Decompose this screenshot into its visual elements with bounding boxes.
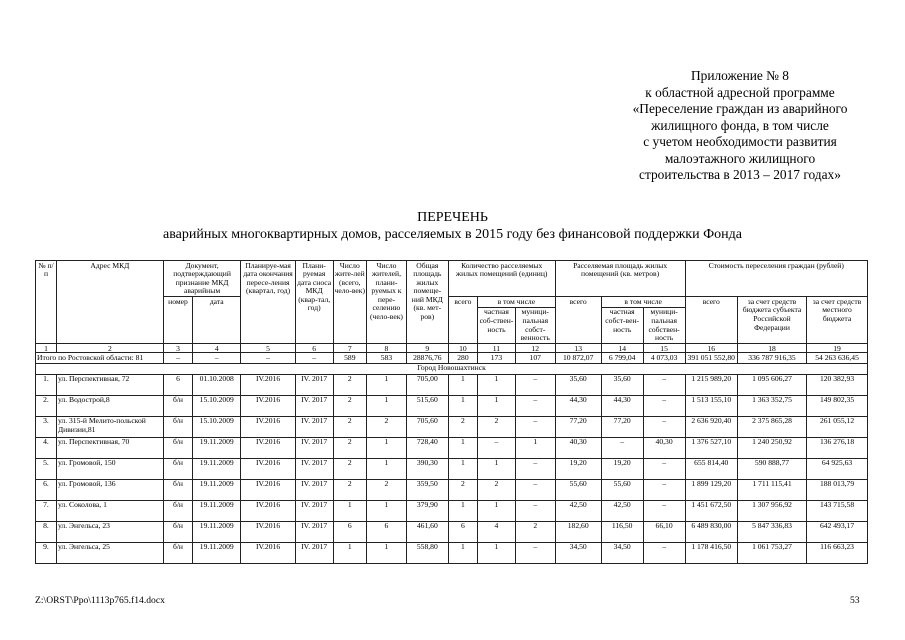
row-planned-demolish: IV. 2017: [295, 458, 333, 479]
row-count: 2: [448, 479, 477, 500]
header-count-including: в том числе: [478, 297, 556, 308]
row-cost-region: 1 240 250,92: [737, 437, 806, 458]
row-residents-plan: 1: [367, 395, 407, 416]
table-row: [36, 500, 868, 521]
row-count-private: –: [478, 437, 516, 458]
row-area-total: 77,20: [555, 416, 601, 437]
row-area-private: 55,60: [601, 479, 643, 500]
row-area-total: 42,50: [555, 500, 601, 521]
row-planned-demolish: IV. 2017: [295, 500, 333, 521]
col-num-7: 7: [333, 344, 367, 353]
row-cost-local: 143 715,58: [807, 500, 868, 521]
row-address: ул. Перспективная, 72: [56, 374, 163, 395]
row-address: ул. 315-й Мелито-польской Дивизии,81: [56, 416, 163, 437]
total-area-private: 6 799,04: [601, 353, 643, 364]
row-area-municipal: –: [643, 458, 685, 479]
row-area-total: 182,60: [555, 521, 601, 542]
row-residents-plan: 1: [367, 458, 407, 479]
row-count-municipal: 2: [515, 521, 555, 542]
row-cost-region: 590 888,77: [737, 458, 806, 479]
row-area-municipal: –: [643, 416, 685, 437]
row-residents-plan: 1: [367, 500, 407, 521]
appendix-line: с учетом необходимости развития: [643, 134, 837, 149]
row-address: ул. Энгельса, 23: [56, 521, 163, 542]
header-planned-demolish: Плани-руемая дата сноса МКД (квар-тал, год): [295, 261, 333, 344]
row-area: 461,60: [406, 521, 448, 542]
total-area: 28876,76: [406, 353, 448, 364]
row-planned-end: IV.2016: [241, 374, 295, 395]
row-area: 705,60: [406, 416, 448, 437]
row-cost-total: 1 513 155,10: [685, 395, 737, 416]
row-num: 3.: [36, 416, 57, 437]
row-doc-date: 19.11.2009: [193, 437, 241, 458]
header-planned-end: Планируе-мая дата окончания пересе-ления (квартал, год): [241, 261, 295, 344]
row-num: 1.: [36, 374, 57, 395]
table-row: [36, 395, 868, 416]
header-address: Адрес МКД: [56, 261, 163, 344]
row-num: 6.: [36, 479, 57, 500]
row-count-private: 2: [478, 416, 516, 437]
row-cost-local: 642 493,17: [807, 521, 868, 542]
row-cost-total: 1 376 527,10: [685, 437, 737, 458]
row-count: 1: [448, 437, 477, 458]
row-residents: 2: [333, 437, 367, 458]
row-cost-local: 261 055,12: [807, 416, 868, 437]
row-doc-number: б/н: [163, 479, 192, 500]
row-count: 1: [448, 542, 477, 563]
row-doc-date: 19.11.2009: [193, 521, 241, 542]
table-row: [36, 416, 868, 437]
row-doc-date: 19.11.2009: [193, 479, 241, 500]
row-cost-region: 1 711 115,41: [737, 479, 806, 500]
row-cost-region: 5 847 336,83: [737, 521, 806, 542]
row-count-private: 1: [478, 542, 516, 563]
row-residents: 1: [333, 500, 367, 521]
header-area-including: в том числе: [601, 297, 685, 308]
appendix-line: Приложение № 8: [690, 68, 790, 83]
row-doc-number: 6: [163, 374, 192, 395]
title-line-2: аварийных многоквартирных домов, расселяемых в 2015 году без финансовой поддержки Фонда: [163, 227, 742, 242]
row-residents: 2: [333, 395, 367, 416]
row-area-private: 34,50: [601, 542, 643, 563]
row-address: ул. Энгельса, 25: [56, 542, 163, 563]
row-area: 359,50: [406, 479, 448, 500]
city-row: [36, 363, 868, 374]
row-planned-end: IV.2016: [241, 542, 295, 563]
row-planned-end: IV.2016: [241, 500, 295, 521]
row-area-private: 19,20: [601, 458, 643, 479]
header-cost-local: за счет средств местного бюджета: [807, 297, 868, 344]
row-count-private: 1: [478, 374, 516, 395]
row-count-municipal: –: [515, 542, 555, 563]
row-cost-local: 149 802,35: [807, 395, 868, 416]
row-planned-demolish: IV. 2017: [295, 374, 333, 395]
row-doc-date: 15.10.2009: [193, 416, 241, 437]
row-area-total: 55,60: [555, 479, 601, 500]
row-planned-demolish: IV. 2017: [295, 479, 333, 500]
row-area-municipal: 66,10: [643, 521, 685, 542]
col-num-15: 15: [643, 344, 685, 353]
row-doc-date: 19.11.2009: [193, 542, 241, 563]
header-area-municipal: муници-пальная собствен-ность: [643, 307, 685, 343]
row-count: 1: [448, 458, 477, 479]
row-residents-plan: 1: [367, 374, 407, 395]
header-area-private: частная собст-вен-ность: [601, 307, 643, 343]
total-count-private: 173: [478, 353, 516, 364]
row-area: 558,80: [406, 542, 448, 563]
row-area-municipal: –: [643, 542, 685, 563]
table-row: [36, 542, 868, 563]
header-num: № п/п: [36, 261, 57, 344]
total-doc-date: –: [193, 353, 241, 364]
row-doc-number: б/н: [163, 500, 192, 521]
row-area-total: 34,50: [555, 542, 601, 563]
file-path: Z:\ORST\Ppo\1113p765.f14.docx: [35, 595, 165, 606]
row-cost-local: 188 013,79: [807, 479, 868, 500]
column-number-row: [36, 344, 868, 353]
row-planned-demolish: IV. 2017: [295, 416, 333, 437]
header-count-total: всего: [448, 297, 477, 344]
row-num: 9.: [36, 542, 57, 563]
row-planned-end: IV.2016: [241, 416, 295, 437]
row-area-total: 40,30: [555, 437, 601, 458]
row-area-private: –: [601, 437, 643, 458]
row-cost-region: 1 061 753,27: [737, 542, 806, 563]
row-residents: 2: [333, 479, 367, 500]
row-area-municipal: –: [643, 500, 685, 521]
city-name: Город Новошахтинск: [36, 363, 868, 374]
row-cost-region: 2 375 865,28: [737, 416, 806, 437]
row-doc-number: б/н: [163, 416, 192, 437]
emergency-houses-table: [35, 260, 868, 564]
row-doc-number: б/н: [163, 521, 192, 542]
row-cost-local: 116 663,23: [807, 542, 868, 563]
col-num-10: 10: [448, 344, 477, 353]
total-area-municipal: 4 073,03: [643, 353, 685, 364]
title-line-1: ПЕРЕЧЕНЬ: [417, 210, 488, 225]
row-count-private: 4: [478, 521, 516, 542]
col-num-3: 3: [163, 344, 192, 353]
col-num-4: 4: [193, 344, 241, 353]
total-row: [36, 353, 868, 364]
total-count: 280: [448, 353, 477, 364]
row-count: 2: [448, 416, 477, 437]
row-num: 4.: [36, 437, 57, 458]
row-count: 1: [448, 395, 477, 416]
row-area-total: 35,60: [555, 374, 601, 395]
col-num-9: 9: [406, 344, 448, 353]
total-count-municipal: 107: [515, 353, 555, 364]
row-count-municipal: –: [515, 500, 555, 521]
row-planned-demolish: IV. 2017: [295, 521, 333, 542]
col-num-2: 2: [56, 344, 163, 353]
row-address: ул. Громовой, 136: [56, 479, 163, 500]
row-address: ул. Перспективная, 70: [56, 437, 163, 458]
row-doc-number: б/н: [163, 395, 192, 416]
header-residents-plan: Число жителей, плани-руемых к пере-селению (чело-век): [367, 261, 407, 344]
row-area-private: 77,20: [601, 416, 643, 437]
total-doc-number: –: [163, 353, 192, 364]
row-cost-total: 2 636 920,40: [685, 416, 737, 437]
total-residents-plan: 583: [367, 353, 407, 364]
row-num: 8.: [36, 521, 57, 542]
row-doc-date: 19.11.2009: [193, 458, 241, 479]
row-residents: 6: [333, 521, 367, 542]
header-cost-total: всего: [685, 297, 737, 344]
row-area-private: 44,30: [601, 395, 643, 416]
row-count-municipal: –: [515, 458, 555, 479]
row-count: 1: [448, 500, 477, 521]
table-row: [36, 521, 868, 542]
row-address: ул. Громовой, 150: [56, 458, 163, 479]
header-total-area: Общая площадь жилых помеще-ний МКД (кв. мет-ров): [406, 261, 448, 344]
row-count-private: 1: [478, 500, 516, 521]
col-num-11: 11: [478, 344, 516, 353]
row-area-municipal: –: [643, 395, 685, 416]
row-doc-date: 01.10.2008: [193, 374, 241, 395]
row-count-municipal: –: [515, 395, 555, 416]
col-num-6: 6: [295, 344, 333, 353]
row-cost-local: 64 925,63: [807, 458, 868, 479]
row-area-municipal: 40,30: [643, 437, 685, 458]
row-count-municipal: –: [515, 416, 555, 437]
total-residents: 589: [333, 353, 367, 364]
row-residents: 2: [333, 416, 367, 437]
row-count-municipal: –: [515, 374, 555, 395]
header-count-municipal: муници-пальная собст-венность: [515, 307, 555, 343]
table-row: [36, 458, 868, 479]
row-count-municipal: –: [515, 479, 555, 500]
row-count-private: 2: [478, 479, 516, 500]
col-num-18: 18: [737, 344, 806, 353]
header-area-group: Расселяемая площадь жилых помещений (кв. метров): [555, 261, 685, 297]
row-doc-number: б/н: [163, 458, 192, 479]
appendix-line: строительства в 2013 – 2017 годах»: [639, 167, 841, 182]
row-area: 728,40: [406, 437, 448, 458]
col-num-5: 5: [241, 344, 295, 353]
header-doc-date: дата: [193, 297, 241, 344]
row-count: 6: [448, 521, 477, 542]
total-label: Итого по Ростовской области: 81: [36, 353, 164, 364]
table-row: [36, 437, 868, 458]
col-num-1: 1: [36, 344, 57, 353]
header-area-total: всего: [555, 297, 601, 344]
row-residents: 2: [333, 374, 367, 395]
header-count-group: Количество расселяемых жилых помещений (единиц): [448, 261, 555, 297]
row-cost-total: 1 451 672,50: [685, 500, 737, 521]
row-area-private: 42,50: [601, 500, 643, 521]
document-title: [0, 209, 905, 243]
col-num-19: 19: [807, 344, 868, 353]
row-count-municipal: 1: [515, 437, 555, 458]
row-address: ул. Водострой,8: [56, 395, 163, 416]
row-num: 2.: [36, 395, 57, 416]
row-residents-plan: 2: [367, 416, 407, 437]
row-residents-plan: 6: [367, 521, 407, 542]
row-area-private: 116,50: [601, 521, 643, 542]
row-planned-end: IV.2016: [241, 521, 295, 542]
total-planned-demolish: –: [295, 353, 333, 364]
page-number: 53: [850, 595, 860, 606]
row-doc-number: б/н: [163, 437, 192, 458]
row-num: 7.: [36, 500, 57, 521]
row-cost-total: 1 899 129,20: [685, 479, 737, 500]
row-planned-end: IV.2016: [241, 395, 295, 416]
row-cost-total: 1 178 416,50: [685, 542, 737, 563]
row-cost-region: 1 363 352,75: [737, 395, 806, 416]
row-residents: 2: [333, 458, 367, 479]
row-planned-end: IV.2016: [241, 479, 295, 500]
row-residents: 1: [333, 542, 367, 563]
header-doc-number: номер: [163, 297, 192, 344]
row-area-municipal: –: [643, 374, 685, 395]
row-area: 379,90: [406, 500, 448, 521]
row-area: 705,00: [406, 374, 448, 395]
total-cost-local: 54 263 636,45: [807, 353, 868, 364]
row-residents-plan: 1: [367, 542, 407, 563]
total-cost-region: 336 787 916,35: [737, 353, 806, 364]
row-count-private: 1: [478, 458, 516, 479]
row-cost-total: 1 215 989,20: [685, 374, 737, 395]
col-num-12: 12: [515, 344, 555, 353]
row-num: 5.: [36, 458, 57, 479]
row-residents-plan: 1: [367, 437, 407, 458]
col-num-14: 14: [601, 344, 643, 353]
appendix-line: к областной адресной программе: [645, 84, 835, 100]
table-row: [36, 374, 868, 395]
row-planned-demolish: IV. 2017: [295, 437, 333, 458]
total-cost: 391 051 552,80: [685, 353, 737, 364]
row-area: 390,30: [406, 458, 448, 479]
row-count: 1: [448, 374, 477, 395]
row-planned-end: IV.2016: [241, 437, 295, 458]
row-area-municipal: –: [643, 479, 685, 500]
header-document: Документ, подтверждающий признание МКД аварийным: [163, 261, 241, 297]
total-area-sum: 10 872,07: [555, 353, 601, 364]
table-row: [36, 479, 868, 500]
row-cost-region: 1 095 606,27: [737, 374, 806, 395]
appendix-heading: [610, 68, 870, 184]
row-doc-date: 15.10.2009: [193, 395, 241, 416]
header-cost-group: Стоимость переселения граждан (рублей): [685, 261, 867, 297]
row-doc-number: б/н: [163, 542, 192, 563]
row-area: 515,60: [406, 395, 448, 416]
row-cost-total: 6 489 830,00: [685, 521, 737, 542]
appendix-line: «Переселение граждан из аварийного: [632, 101, 848, 116]
col-num-8: 8: [367, 344, 407, 353]
row-area-total: 19,20: [555, 458, 601, 479]
col-num-13: 13: [555, 344, 601, 353]
appendix-line: жилищного фонда, в том числе: [651, 117, 829, 133]
row-cost-local: 136 276,18: [807, 437, 868, 458]
appendix-line: малоэтажного жилищного: [664, 150, 816, 166]
row-cost-total: 655 814,40: [685, 458, 737, 479]
row-planned-end: IV.2016: [241, 458, 295, 479]
row-area-total: 44,30: [555, 395, 601, 416]
row-cost-region: 1 307 956,92: [737, 500, 806, 521]
header-residents-total: Число жите-лей (всего, чело-век): [333, 261, 367, 344]
row-cost-local: 120 382,93: [807, 374, 868, 395]
row-residents-plan: 2: [367, 479, 407, 500]
row-doc-date: 19.11.2009: [193, 500, 241, 521]
row-planned-demolish: IV. 2017: [295, 395, 333, 416]
row-area-private: 35,60: [601, 374, 643, 395]
row-address: ул. Соколова, 1: [56, 500, 163, 521]
row-planned-demolish: IV. 2017: [295, 542, 333, 563]
col-num-16: 16: [685, 344, 737, 353]
total-planned-end: –: [241, 353, 295, 364]
header-count-private: частная соб-ствен-ность: [478, 307, 516, 343]
row-count-private: 1: [478, 395, 516, 416]
header-cost-region: за счет средств бюджета субъекта Российской Федерации: [737, 297, 806, 344]
